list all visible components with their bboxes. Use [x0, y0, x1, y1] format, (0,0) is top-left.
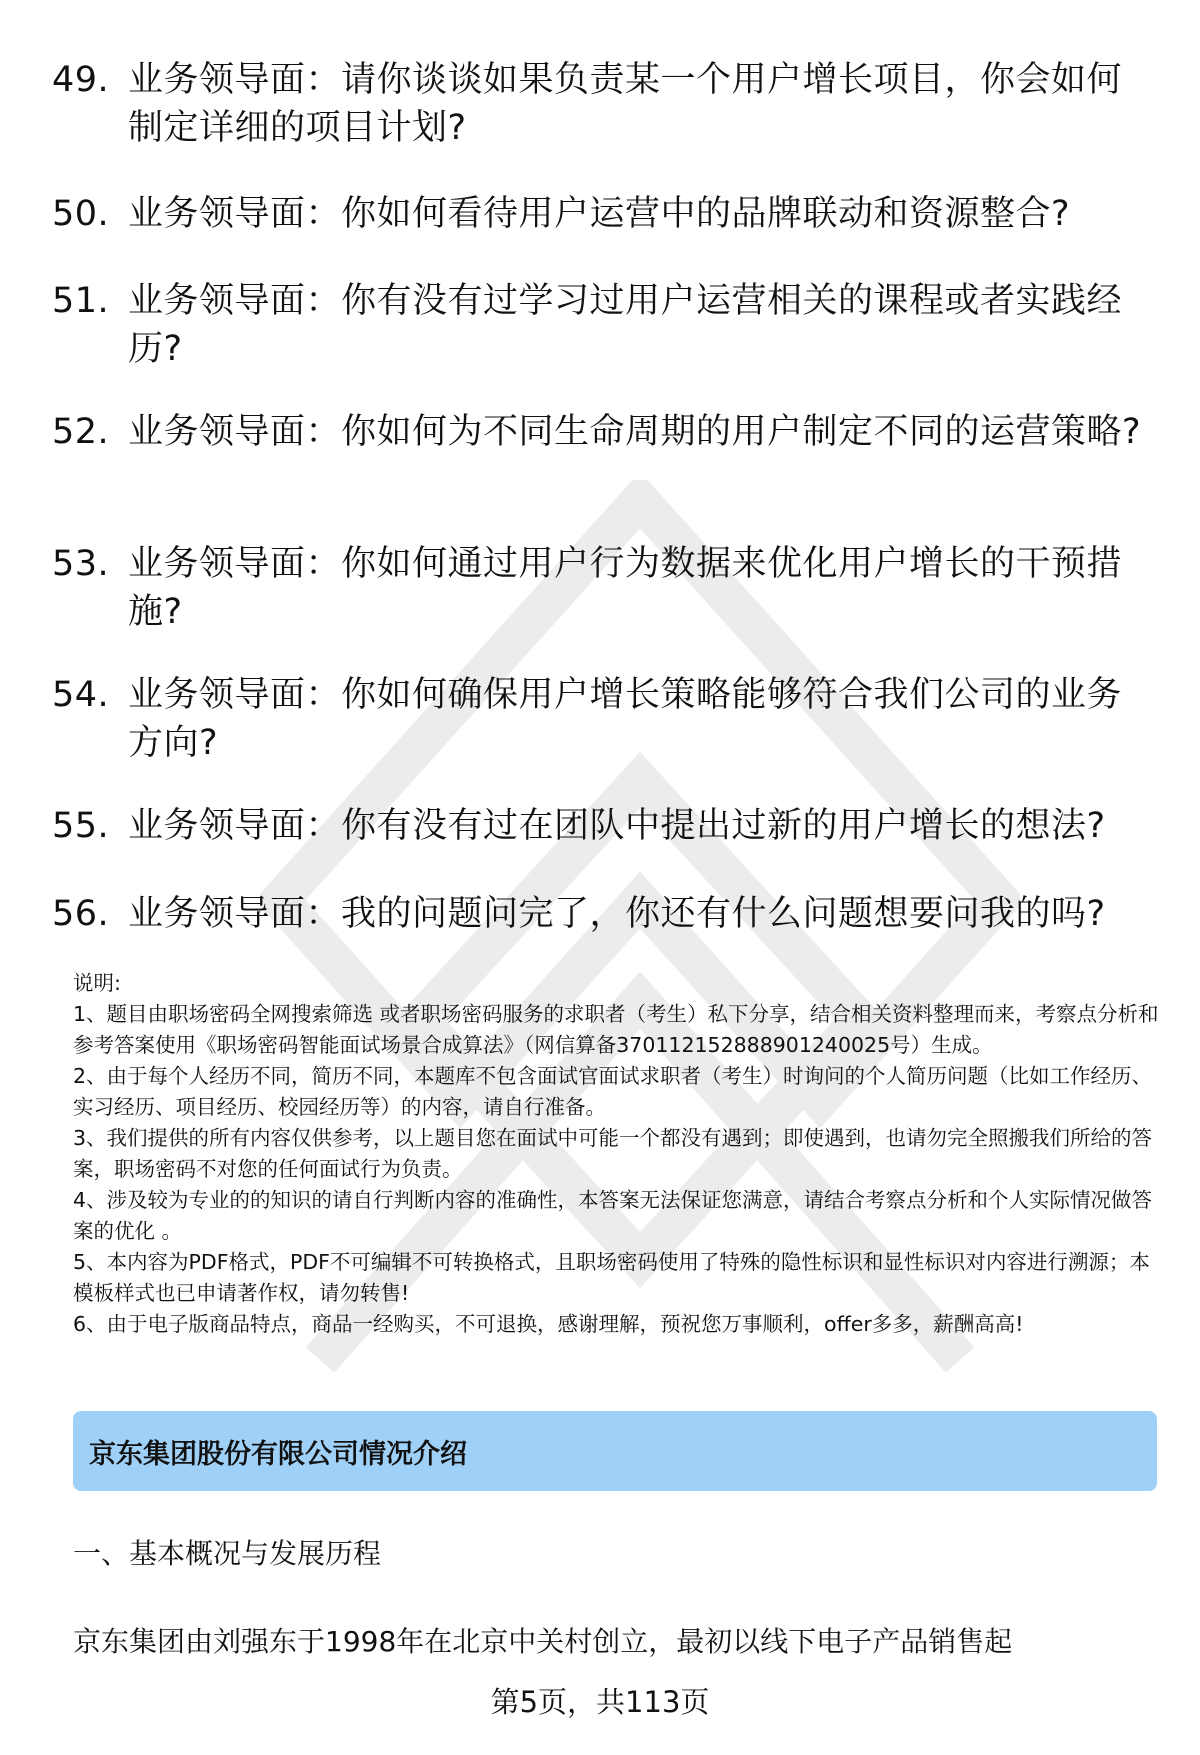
question-item: [52, 890, 1152, 938]
page-number: 第5页，共113页: [490, 1685, 710, 1719]
question-item: [52, 190, 1152, 238]
notes-heading: 说明:: [73, 971, 121, 995]
question-text: 业务领导面：你有没有过在团队中提出过新的用户增长的想法?: [128, 806, 1106, 846]
question-number: 56.: [52, 894, 110, 934]
note-item: 5、本内容为PDF格式，PDF不可编辑不可转换格式，且职场密码使用了特殊的隐性标识和显性标识对内容进行溯源；本模板样式也已申请著作权，请勿转售!: [73, 1250, 1150, 1305]
note-item: 6、由于电子版商品特点，商品一经购买，不可退换，感谢理解，预祝您万事顺利，offer多多，薪酬高高!: [73, 1312, 1024, 1336]
note-item: 3、我们提供的所有内容仅供参考，以上题目您在面试中可能一个都没有遇到；即使遇到，也请勿完全照搬我们所给的答案，职场密码不对您的任何面试行为负责。: [73, 1126, 1153, 1181]
question-text: 业务领导面：你如何确保用户增长策略能够符合我们公司的业务方向?: [128, 675, 1123, 763]
question-text: 业务领导面：你如何看待用户运营中的品牌联动和资源整合?: [128, 194, 1071, 234]
section-subheading: 一、基本概况与发展历程: [73, 1537, 382, 1570]
question-text: 业务领导面：你有没有过学习过用户运营相关的课程或者实践经历?: [128, 281, 1123, 369]
question-number: 49.: [52, 60, 110, 100]
question-item: [52, 56, 1152, 152]
note-item: 2、由于每个人经历不同，简历不同，本题库不包含面试官面试求职者（考生）时询问的个人简历问题（比如工作经历、实习经历、项目经历、校园经历等）的内容，请自行准备。: [73, 1064, 1153, 1119]
note-item: 1、题目由职场密码全网搜索筛选 或者职场密码服务的求职者（考生）私下分享，结合相关资料整理而来，考察点分析和参考答案使用《职场密码智能面试场景合成算法》（网信算备370112152888901240025号）生成。: [73, 1002, 1159, 1057]
note-item: 4、涉及较为专业的的知识的请自行判断内容的准确性，本答案无法保证您满意，请结合考察点分析和个人实际情况做答案的优化 。: [73, 1188, 1153, 1243]
question-text: 业务领导面：请你谈谈如果负责某一个用户增长项目，你会如何制定详细的项目计划?: [128, 60, 1123, 148]
question-number: 52.: [52, 412, 110, 452]
section-title: 京东集团股份有限公司情况介绍: [89, 1438, 467, 1470]
question-number: 51.: [52, 281, 110, 321]
question-item: [52, 408, 1152, 456]
question-number: 50.: [52, 194, 110, 234]
question-text: 业务领导面：你如何为不同生命周期的用户制定不同的运营策略?: [128, 412, 1142, 452]
question-item: [52, 671, 1152, 767]
question-number: 54.: [52, 675, 110, 715]
question-text: 业务领导面：我的问题问完了，你还有什么问题想要问我的吗?: [128, 894, 1106, 934]
notes-section: [73, 968, 1163, 1340]
section-body-text: 京东集团由刘强东于1998年在北京中关村创立，最初以线下电子产品销售起: [73, 1625, 1013, 1658]
question-item: [52, 540, 1152, 636]
question-number: 53.: [52, 544, 110, 584]
question-item: [52, 277, 1152, 373]
question-number: 55.: [52, 806, 110, 846]
question-item: [52, 802, 1152, 850]
section-header-box: [73, 1411, 1157, 1491]
question-text: 业务领导面：你如何通过用户行为数据来优化用户增长的干预措施?: [128, 544, 1123, 632]
